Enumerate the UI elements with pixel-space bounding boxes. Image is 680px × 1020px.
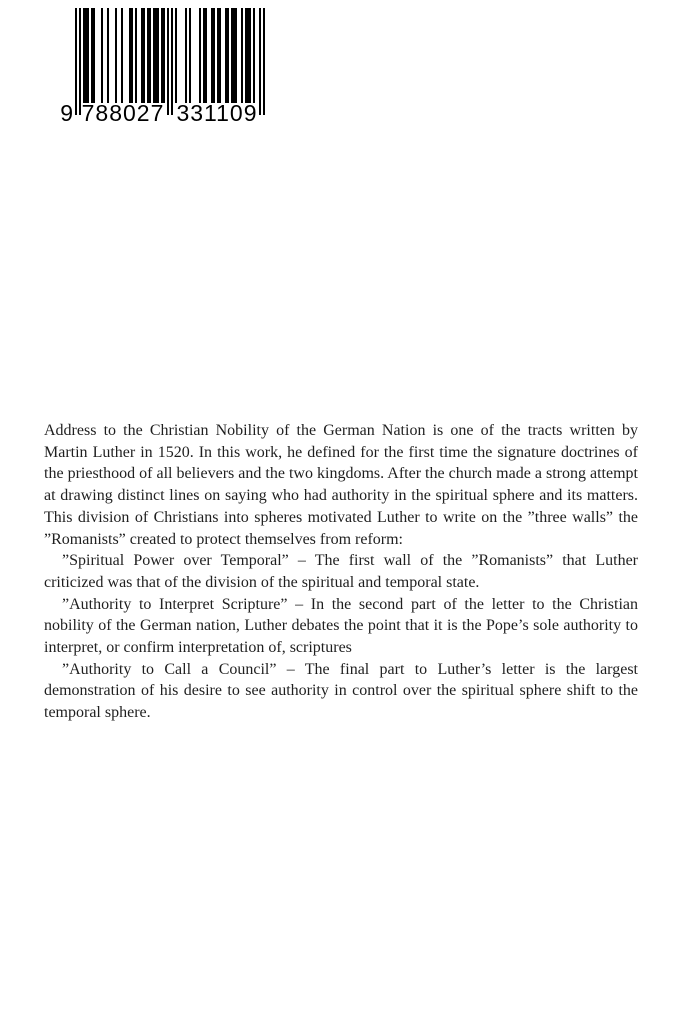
barcode-first-digit: 9 [60, 100, 73, 126]
barcode-bars-icon [75, 8, 265, 115]
description-paragraph: Address to the Christian Nobility of the German Nation is one of the tracts written by Martin Luther in 1520. In this work, he defined for the first time the signature doctrines of the priesthood of all believers and the two kingdoms. After the church made a strong attempt at drawing distinct lines on saying who had authority in the spiritual sphere and its matters. This division of Christians into spheres motivated Luther to write on the ”three walls” the ”Romanists” created to protect themselves from reform: [44, 422, 638, 548]
book-description [44, 420, 638, 724]
isbn-barcode [58, 8, 278, 133]
description-paragraph: ”Spiritual Power over Temporal” – The first wall of the ”Romanists” that Luther criticized was that of the division of the spiritual and temporal state. [44, 552, 638, 591]
barcode-right-digits: 331109 [176, 100, 258, 126]
description-paragraph: ”Authority to Call a Council” – The final part to Luther’s letter is the largest demonstration of his desire to see authority in control over the spiritual sphere shift to the temporal sphere. [44, 660, 638, 722]
description-paragraph: ”Authority to Interpret Scripture” – In the second part of the letter to the Christian nobility of the German nation, Luther debates the point that it is the Pope’s sole authority to interpret, or confirm interpretation of, scriptures [44, 595, 638, 657]
barcode-left-digits: 788027 [81, 100, 165, 126]
